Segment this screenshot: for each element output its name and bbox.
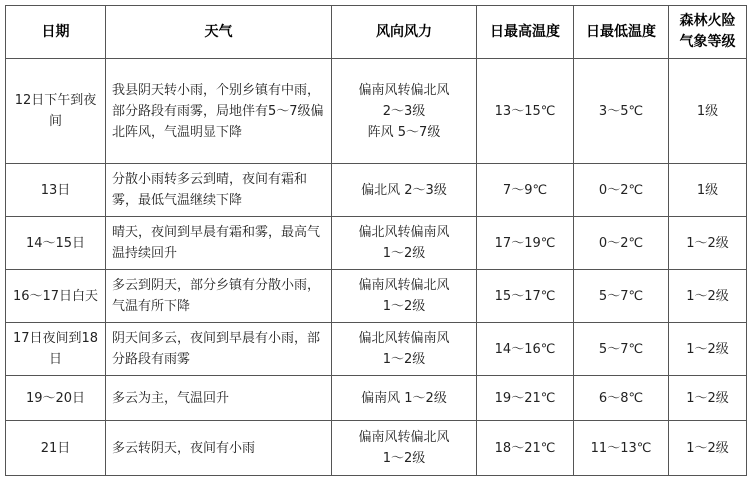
cell-date: 13日: [6, 164, 106, 217]
cell-date: 14～15日: [6, 217, 106, 270]
cell-date: 12日下午到夜间: [6, 59, 106, 164]
cell-wind: 偏北风转偏南风 1～2级: [332, 323, 477, 376]
cell-date: 16～17日白天: [6, 270, 106, 323]
cell-high-temp: 13～15℃: [477, 59, 574, 164]
table-row: [6, 59, 747, 164]
table-row: [6, 323, 747, 376]
table-row: [6, 270, 747, 323]
cell-low-temp: 11～13℃: [574, 421, 669, 476]
table-row: [6, 164, 747, 217]
cell-low-temp: 5～7℃: [574, 270, 669, 323]
cell-fire-risk: 1～2级: [669, 421, 747, 476]
cell-wind: 偏南风转偏北风 1～2级: [332, 421, 477, 476]
cell-date: 19～20日: [6, 376, 106, 421]
table-header: [6, 6, 747, 59]
cell-wind: 偏南风 1～2级: [332, 376, 477, 421]
table-row: [6, 376, 747, 421]
header-fire-risk: 森林火险气象等级: [669, 6, 747, 59]
cell-low-temp: 0～2℃: [574, 164, 669, 217]
table-row: [6, 217, 747, 270]
cell-high-temp: 7～9℃: [477, 164, 574, 217]
cell-wind: 偏南风转偏北风 1～2级: [332, 270, 477, 323]
cell-fire-risk: 1～2级: [669, 376, 747, 421]
table-row: [6, 421, 747, 476]
cell-fire-risk: 1～2级: [669, 270, 747, 323]
cell-weather: 多云为主，气温回升: [106, 376, 332, 421]
cell-low-temp: 6～8℃: [574, 376, 669, 421]
cell-high-temp: 17～19℃: [477, 217, 574, 270]
cell-weather: 阴天间多云，夜间到早晨有小雨，部分路段有雨雾: [106, 323, 332, 376]
cell-fire-risk: 1级: [669, 164, 747, 217]
header-high-temp: 日最高温度: [477, 6, 574, 59]
cell-high-temp: 15～17℃: [477, 270, 574, 323]
cell-wind: 偏南风转偏北风 2～3级 阵风 5～7级: [332, 59, 477, 164]
cell-weather: 晴天，夜间到早晨有霜和雾，最高气温持续回升: [106, 217, 332, 270]
header-date: 日期: [6, 6, 106, 59]
cell-weather: 多云转阴天，夜间有小雨: [106, 421, 332, 476]
table-body: [6, 59, 747, 476]
cell-fire-risk: 1～2级: [669, 217, 747, 270]
cell-low-temp: 3～5℃: [574, 59, 669, 164]
cell-weather: 我县阴天转小雨，个别乡镇有中雨，部分路段有雨雾，局地伴有5～7级偏北阵风，气温明显下降: [106, 59, 332, 164]
forecast-table: [5, 5, 747, 476]
cell-wind: 偏北风 2～3级: [332, 164, 477, 217]
cell-low-temp: 0～2℃: [574, 217, 669, 270]
cell-high-temp: 14～16℃: [477, 323, 574, 376]
header-weather: 天气: [106, 6, 332, 59]
cell-low-temp: 5～7℃: [574, 323, 669, 376]
cell-fire-risk: 1～2级: [669, 323, 747, 376]
cell-high-temp: 18～21℃: [477, 421, 574, 476]
cell-fire-risk: 1级: [669, 59, 747, 164]
cell-date: 21日: [6, 421, 106, 476]
cell-weather: 分散小雨转多云到晴，夜间有霜和雾，最低气温继续下降: [106, 164, 332, 217]
cell-weather: 多云到阴天，部分乡镇有分散小雨，气温有所下降: [106, 270, 332, 323]
cell-high-temp: 19～21℃: [477, 376, 574, 421]
cell-wind: 偏北风转偏南风 1～2级: [332, 217, 477, 270]
header-wind: 风向风力: [332, 6, 477, 59]
header-row: [6, 6, 747, 59]
header-low-temp: 日最低温度: [574, 6, 669, 59]
cell-date: 17日夜间到18日: [6, 323, 106, 376]
